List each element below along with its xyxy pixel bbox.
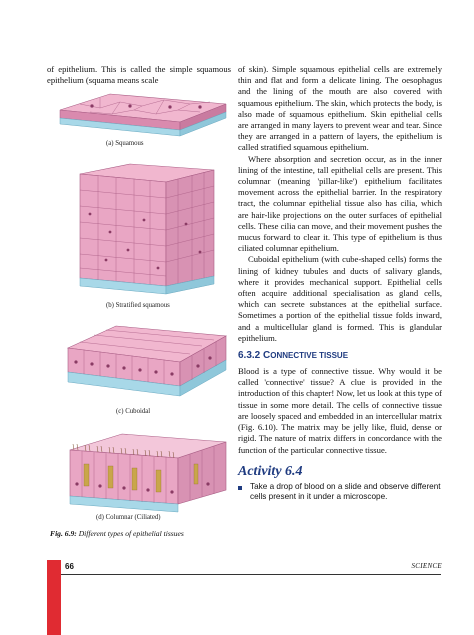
figure-label-stratified-squamous: (b) Stratified squamous [106, 302, 170, 309]
right-column [238, 64, 442, 503]
section-heading-title: ONNECTIVE TISSUE [270, 351, 349, 361]
cuboidal-illustration [50, 320, 234, 408]
paragraph-squamous: of skin). Simple squamous epithelial cells are extremely thin and flat and form a delicate lining. The oesophagus and the lining of the mouth are also covered with squamous epithelium. The skin, which protects the body, is also made of squamous epithelium. Skin epithelial cells are arranged in many layers to prevent wear and tear. Since they are arranged in a pattern of layers, the epithelium is called stratified squamous epithelium. [238, 64, 442, 153]
squamous-illustration [50, 90, 234, 140]
paragraph-columnar: Where absorption and secretion occur, as in the inner lining of the intestine, tall epithelial cells are present. This columnar (meaning 'pillar-like') epithelium facilitates movement across the epithelial barrier. In the respiratory tract, the columnar epithelial tissue also has cilia, which are hair-like projections on the outer surfaces of epithelial cells. These cilia can move, and their movement pushes the mucus forward to clear it. This type of epithelium is thus ciliated columnar epithelium. [238, 153, 442, 254]
page-number: 66 [65, 562, 74, 571]
page-side-bar [47, 560, 61, 635]
paragraph-cuboidal: Cuboidal epithelium (with cube-shaped cells) forms the lining of kidney tubules and ducts of salivary glands, where it provides mechanical support. Epithelial cells often acquire additional specialisation as gland cells, which can secrete substances at the epithelial surface. Sometimes a portion of the epithelial tissue folds inward, and a multicellular gland is formed. This is glandular epithelium. [238, 254, 442, 343]
figure-label-columnar: (d) Columnar (Ciliated) [96, 514, 161, 521]
bullet-icon [238, 486, 242, 490]
left-column [47, 64, 231, 86]
running-head: SCIENCE [411, 562, 442, 570]
paragraph-connective-tissue: Blood is a type of connective tissue. Why would it be called 'connective' tissue? A clue is provided in the introduction of this chapter! Now, let us look at this type of tissue in some more detail. The cells of connective tissue are loosely spaced and embedded in an intercellular matrix (Fig. 6.10). The matrix may be jelly like, fluid, dense or rigid. The nature of matrix differs in concordance with the function of the particular connective tissue. [238, 366, 442, 455]
figure-caption [50, 529, 184, 538]
section-heading-connective-tissue [238, 350, 442, 361]
figure-caption-text: Different types of epithelial tissues [76, 529, 184, 538]
activity-text: Take a drop of blood on a slide and observe different cells present in it under a microscope. [250, 481, 441, 502]
figure-cuboidal [50, 320, 234, 415]
figure-squamous [50, 90, 234, 147]
activity-box [238, 482, 442, 503]
figure-label-squamous: (a) Squamous [106, 140, 144, 147]
activity-title: Activity 6.4 [238, 463, 303, 479]
stratified-squamous-illustration [50, 160, 234, 300]
left-intro-text: of epithelium. This is called the simple squamous epithelium (squama means scale [47, 64, 231, 86]
columnar-ciliated-illustration [50, 428, 234, 516]
figure-label-cuboidal: (c) Cuboidal [116, 408, 151, 415]
figure-stratified-squamous [50, 160, 234, 309]
footer-rule [61, 574, 441, 575]
section-heading-number: 6.3.2 C [238, 350, 271, 362]
figure-columnar-ciliated [50, 428, 234, 521]
figure-caption-number: Fig. 6.9: [50, 529, 77, 538]
